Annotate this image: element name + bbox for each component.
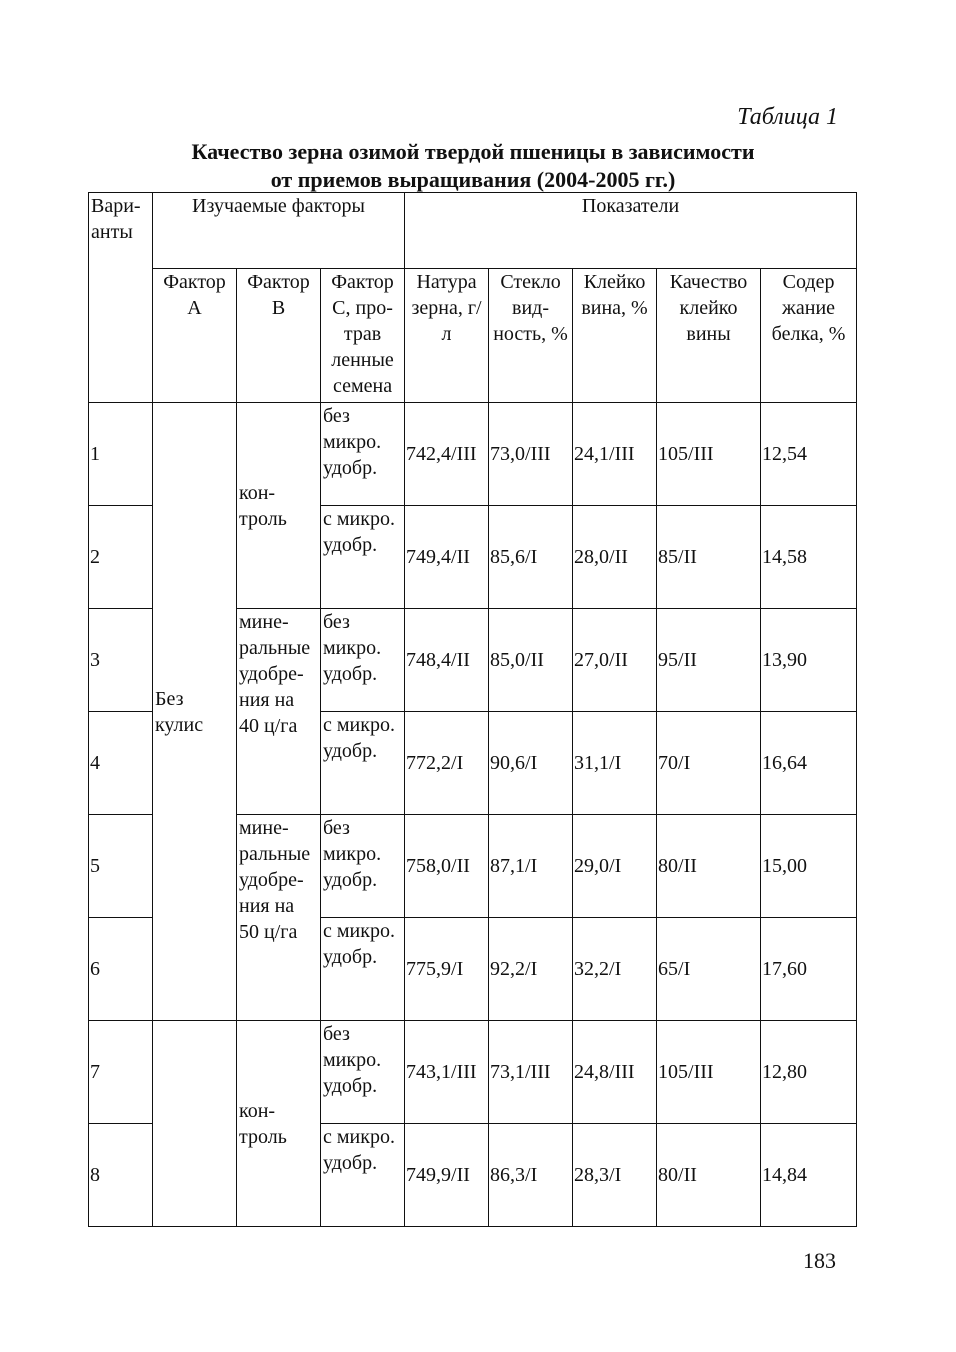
gluten-cell: 28,0/II [573, 506, 657, 609]
factor-c-cell: без микро. удобр. [321, 609, 405, 712]
table-caption: Таблица 1 [737, 104, 838, 130]
vitreous-cell: 87,1/I [489, 815, 573, 918]
header-factor-b: Фактор В [237, 269, 321, 403]
factor-c-cell: с микро. удобр. [321, 506, 405, 609]
table-title-line-2: от приемов выращивания (2004-2005 гг.) [270, 167, 676, 192]
quality-cell: 105/III [657, 1021, 761, 1124]
gluten-cell: 24,1/III [573, 403, 657, 506]
vitreous-cell: 92,2/I [489, 918, 573, 1021]
table-row [89, 403, 857, 506]
variant-cell: 4 [89, 712, 153, 815]
gluten-cell: 32,2/I [573, 918, 657, 1021]
factor-b-cell: кон-троль [237, 403, 321, 609]
vitreous-cell: 73,1/III [489, 1021, 573, 1124]
header-factors-group: Изучаемые факторы [153, 193, 405, 269]
quality-cell: 80/II [657, 815, 761, 918]
header-factor-a: Фактор А [153, 269, 237, 403]
nature-cell: 749,9/II [405, 1124, 489, 1227]
gluten-cell: 31,1/I [573, 712, 657, 815]
variant-cell: 7 [89, 1021, 153, 1124]
gluten-cell: 24,8/III [573, 1021, 657, 1124]
table-title-line-1: Качество зерна озимой твердой пшеницы в зависимости [191, 139, 755, 164]
variant-cell: 2 [89, 506, 153, 609]
factor-b-cell: мине-ральные удобре-ния на 50 ц/га [237, 815, 321, 1021]
header-grain-nature: Натура зерна, г/л [405, 269, 489, 403]
protein-cell: 17,60 [761, 918, 857, 1021]
quality-cell: 95/II [657, 609, 761, 712]
vitreous-cell: 86,3/I [489, 1124, 573, 1227]
header-indicators-group: Показатели [405, 193, 857, 269]
header-protein: Содер жание белка, % [761, 269, 857, 403]
nature-cell: 758,0/II [405, 815, 489, 918]
nature-cell: 749,4/II [405, 506, 489, 609]
factor-b-cell: кон-троль [237, 1021, 321, 1227]
header-gluten: Клейко вина, % [573, 269, 657, 403]
variant-cell: 6 [89, 918, 153, 1021]
protein-cell: 14,84 [761, 1124, 857, 1227]
protein-cell: 15,00 [761, 815, 857, 918]
quality-cell: 70/I [657, 712, 761, 815]
protein-cell: 12,54 [761, 403, 857, 506]
nature-cell: 742,4/III [405, 403, 489, 506]
factor-a-cell: Без кулис [153, 403, 237, 1021]
factor-c-cell: без микро. удобр. [321, 815, 405, 918]
variant-cell: 1 [89, 403, 153, 506]
vitreous-cell: 90,6/I [489, 712, 573, 815]
nature-cell: 772,2/I [405, 712, 489, 815]
variant-cell: 5 [89, 815, 153, 918]
nature-cell: 748,4/II [405, 609, 489, 712]
header-factor-c: Фактор С, про-трав ленные семена [321, 269, 405, 403]
factor-b-cell: мине-ральные удобре-ния на 40 ц/га [237, 609, 321, 815]
quality-cell: 80/II [657, 1124, 761, 1227]
gluten-cell: 29,0/I [573, 815, 657, 918]
quality-cell: 85/II [657, 506, 761, 609]
data-table [88, 192, 857, 1227]
protein-cell: 14,58 [761, 506, 857, 609]
header-gluten-quality: Качество клейко вины [657, 269, 761, 403]
header-variants: Вари-анты [89, 193, 153, 403]
factor-c-cell: с микро. удобр. [321, 712, 405, 815]
vitreous-cell: 85,6/I [489, 506, 573, 609]
nature-cell: 743,1/III [405, 1021, 489, 1124]
quality-cell: 65/I [657, 918, 761, 1021]
factor-c-cell: с микро. удобр. [321, 918, 405, 1021]
factor-a-cell [153, 1021, 237, 1227]
table-row [89, 1021, 857, 1124]
variant-cell: 8 [89, 1124, 153, 1227]
nature-cell: 775,9/I [405, 918, 489, 1021]
protein-cell: 16,64 [761, 712, 857, 815]
protein-cell: 13,90 [761, 609, 857, 712]
header-vitreousness: Стекло вид-ность, % [489, 269, 573, 403]
gluten-cell: 28,3/I [573, 1124, 657, 1227]
factor-c-cell: без микро. удобр. [321, 1021, 405, 1124]
variant-cell: 3 [89, 609, 153, 712]
protein-cell: 12,80 [761, 1021, 857, 1124]
vitreous-cell: 85,0/II [489, 609, 573, 712]
page-number: 183 [803, 1248, 836, 1273]
gluten-cell: 27,0/II [573, 609, 657, 712]
vitreous-cell: 73,0/III [489, 403, 573, 506]
factor-c-cell: с микро. удобр. [321, 1124, 405, 1227]
factor-c-cell: без микро. удобр. [321, 403, 405, 506]
quality-cell: 105/III [657, 403, 761, 506]
